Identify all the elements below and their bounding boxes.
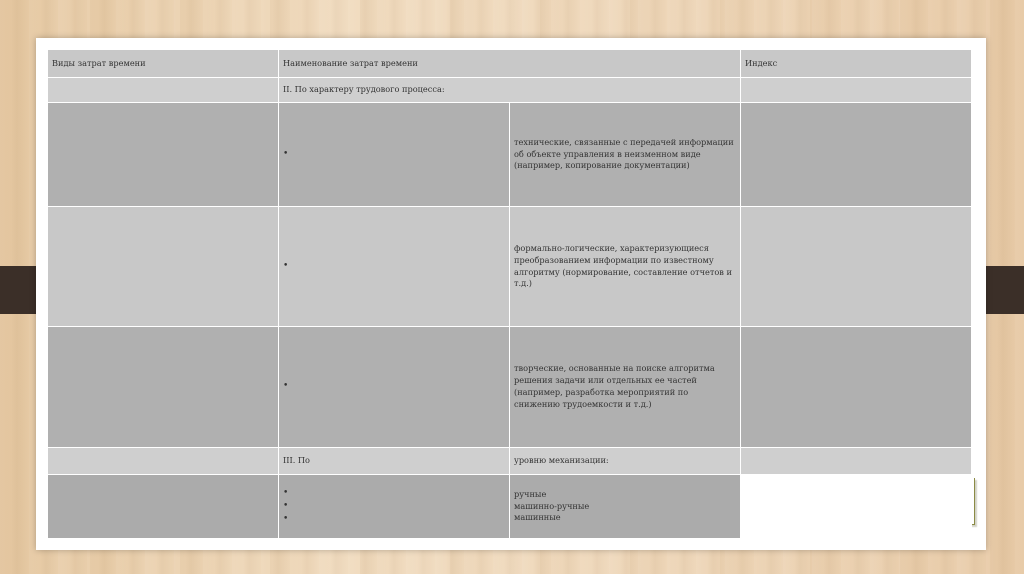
table-row [48, 207, 972, 327]
section-iii-empty-cell [48, 448, 279, 475]
table-row [48, 327, 972, 448]
mechanization-item-machine: машинные [514, 512, 561, 523]
last-row-index-cell [741, 475, 972, 539]
row3-index-cell [741, 327, 972, 448]
mechanization-bullet: • [283, 500, 289, 511]
mechanization-item-machine-manual: машинно-ручные [514, 500, 590, 511]
mechanization-item-manual: ручные [514, 488, 547, 499]
row2-description: формально-логические, характеризующиеся преобразованием информации по известному алгоритму (нормирование, составление отчетов и т.д.) [510, 207, 741, 327]
row1-bullet: • [279, 103, 510, 207]
table-row [48, 475, 972, 539]
table-header-row [48, 50, 972, 78]
mechanization-items [510, 475, 741, 539]
row1-type-cell [48, 103, 279, 207]
section-iii-left: III. По [279, 448, 510, 475]
row2-type-cell [48, 207, 279, 327]
section-iii-row [48, 448, 972, 475]
mechanization-bullets [279, 475, 510, 539]
row3-description: творческие, основанные на поиске алгоритма решения задачи или отдельных ее частей (например, разработка мероприятий по снижению трудоемкости и т.д.) [510, 327, 741, 448]
row3-type-cell [48, 327, 279, 448]
last-row-type-cell [48, 475, 279, 539]
section-ii-row [48, 78, 972, 103]
header-cost-types: Виды затрат времени [48, 50, 279, 78]
section-iii-index-cell [741, 448, 972, 475]
section-ii-title: II. По характеру трудового процесса: [279, 78, 741, 103]
row3-bullet: • [279, 327, 510, 448]
section-iii-right: уровню механизации: [510, 448, 741, 475]
section-ii-index-cell [741, 78, 972, 103]
time-costs-table [47, 49, 972, 539]
mechanization-bullet: • [283, 514, 289, 525]
table-row [48, 103, 972, 207]
header-cost-names: Наименование затрат времени [279, 50, 741, 78]
row1-index-cell [741, 103, 972, 207]
mechanization-bullet: • [283, 487, 289, 498]
row2-bullet: • [279, 207, 510, 327]
row2-index-cell [741, 207, 972, 327]
header-index: Индекс [741, 50, 972, 78]
row1-description: технические, связанные с передачей информации об объекте управления в неизменном виде (например, копирование документации) [510, 103, 741, 207]
section-ii-empty-cell [48, 78, 279, 103]
